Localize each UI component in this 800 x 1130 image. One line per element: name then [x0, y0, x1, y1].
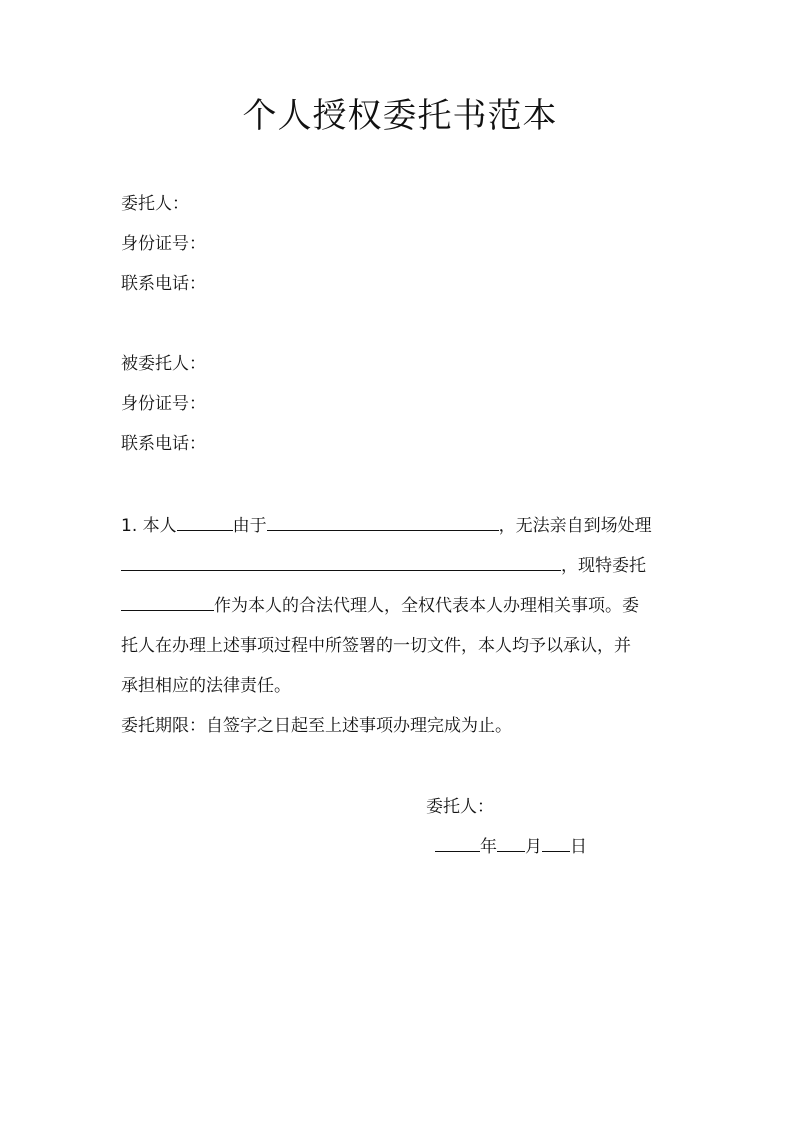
agent-id-label: 身份证号： [121, 394, 206, 414]
body-text: ，现特委托 [561, 556, 646, 576]
blank-field [121, 554, 561, 571]
body-line-5: 承担相应的法律责任。 [121, 676, 291, 696]
principal-phone-label: 联系电话： [121, 274, 206, 294]
body-text: 1. 本人 [121, 516, 177, 536]
principal-name-label: 委托人： [121, 194, 189, 214]
blank-field [497, 835, 525, 852]
signature-date [435, 835, 587, 859]
date-year-label: 年 [480, 837, 497, 857]
date-month-label: 月 [525, 837, 542, 857]
body-line-1 [121, 514, 652, 538]
body-line-3 [121, 594, 639, 618]
blank-field [267, 514, 499, 531]
body-text: 由于 [232, 516, 267, 536]
body-line-4: 托人在办理上述事项过程中所签署的一切文件，本人均予以承认，并 [121, 636, 631, 656]
date-day-label: 日 [570, 837, 587, 857]
body-text: 作为本人的合法代理人，全权代表本人办理相关事项。委 [214, 596, 639, 616]
term-line: 委托期限：自签字之日起至上述事项办理完成为止。 [121, 716, 512, 736]
agent-name-label: 被委托人： [121, 354, 206, 374]
agent-phone-label: 联系电话： [121, 434, 206, 454]
blank-field [542, 835, 570, 852]
blank-field [121, 594, 214, 611]
body-text: ，无法亲自到场处理 [498, 516, 652, 536]
document-title: 个人授权委托书范本 [242, 96, 558, 136]
body-line-2 [121, 554, 646, 578]
signature-label: 委托人： [426, 797, 494, 817]
principal-id-label: 身份证号： [121, 234, 206, 254]
blank-field [177, 514, 233, 531]
blank-field [435, 835, 480, 852]
